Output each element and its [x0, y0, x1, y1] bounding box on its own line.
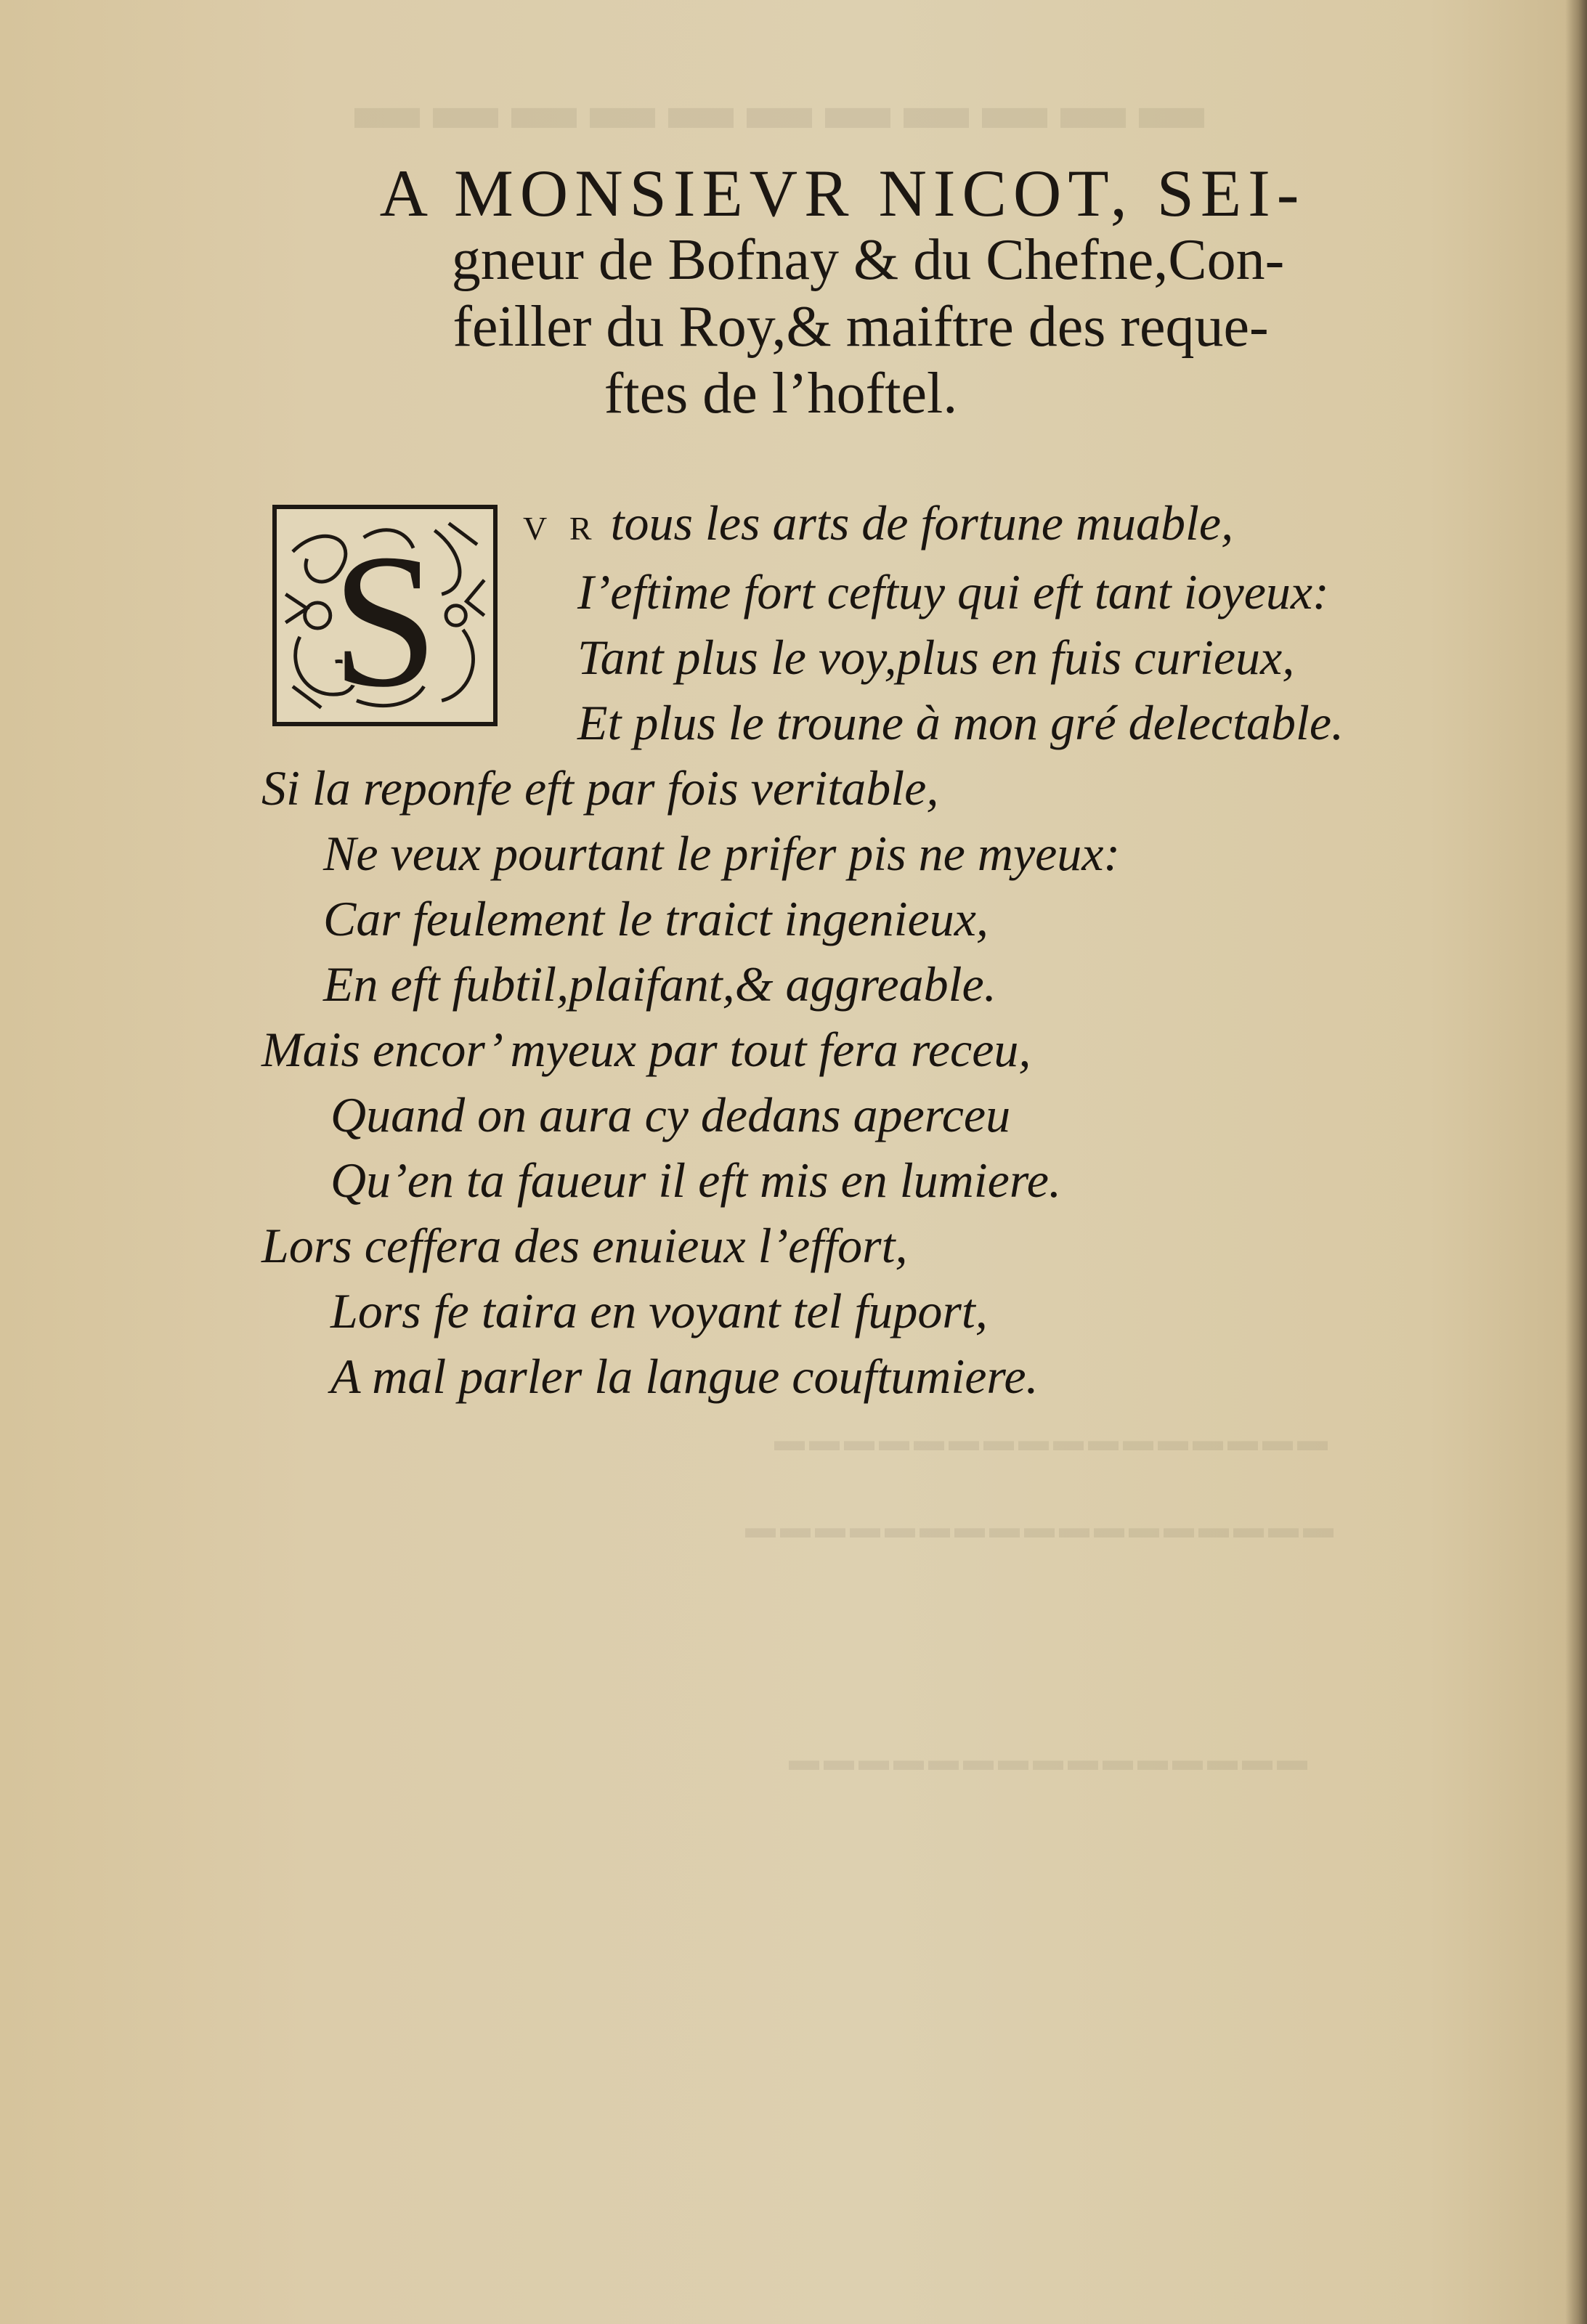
- dedication-title: [254, 156, 1489, 427]
- page-edge-shadow: [1565, 0, 1587, 2324]
- sonnet-line: Quand on aura cy dedans aperceu: [330, 1087, 1011, 1142]
- sonnet-line: Mais encor’ myeux par tout fera receu,: [261, 1022, 1031, 1077]
- sonnet-line: Tant plus le voy,plus en fuis curieux,: [577, 630, 1295, 685]
- title-line-3: feiller du Roy,& maiftre des reque-: [452, 295, 1269, 359]
- sonnet-line: [523, 494, 1233, 558]
- show-through-heading: ▬▬▬▬▬▬▬▬▬▬▬: [341, 70, 1204, 142]
- ornamental-drop-cap: [272, 505, 498, 726]
- drop-cap-letter: S: [331, 515, 439, 722]
- show-through-text: ▬▬▬▬▬▬▬▬▬▬▬▬▬▬▬▬▬: [741, 1511, 1334, 1545]
- sonnet-line: A mal parler la langue couftumiere.: [330, 1349, 1039, 1404]
- sonnet-line: Lors ceffera des enuieux l’effort,: [261, 1218, 908, 1273]
- sonnet-line: Et plus le troune à mon gré delectable.: [577, 695, 1344, 750]
- title-line-1: A MONSIEVR NICOT, SEI-: [379, 156, 1306, 230]
- sonnet-line-text: tous les arts de fortune muable,: [610, 495, 1234, 550]
- sonnet-line: Qu’en ta faueur il eft mis en lumiere.: [330, 1153, 1061, 1208]
- title-line-2: gneur de Bofnay & du Chefne,Con-: [451, 228, 1285, 292]
- sonnet-line: Lors fe taira en voyant tel fuport,: [330, 1283, 988, 1338]
- sonnet-line: Si la reponfe eft par fois veritable,: [261, 760, 939, 816]
- sonnet-line: Car feulement le traict ingenieux,: [323, 891, 989, 946]
- drop-cap-ornament-icon: [277, 509, 493, 722]
- opening-caps: V R: [523, 510, 599, 547]
- title-line-4: ftes de l’hoftel.: [604, 362, 958, 426]
- sonnet-line: I’eftime fort ceftuy qui eft tant ioyeux:: [577, 564, 1329, 619]
- sonnet-line: En eft fubtil,plaifant,& aggreable.: [323, 956, 997, 1012]
- show-through-text: ▬▬▬▬▬▬▬▬▬▬▬▬▬▬▬: [784, 1744, 1307, 1777]
- show-through-text: ▬▬▬▬▬▬▬▬▬▬▬▬▬▬▬▬: [770, 1424, 1328, 1458]
- sonnet-line: Ne veux pourtant le prifer pis ne myeux:: [323, 826, 1121, 881]
